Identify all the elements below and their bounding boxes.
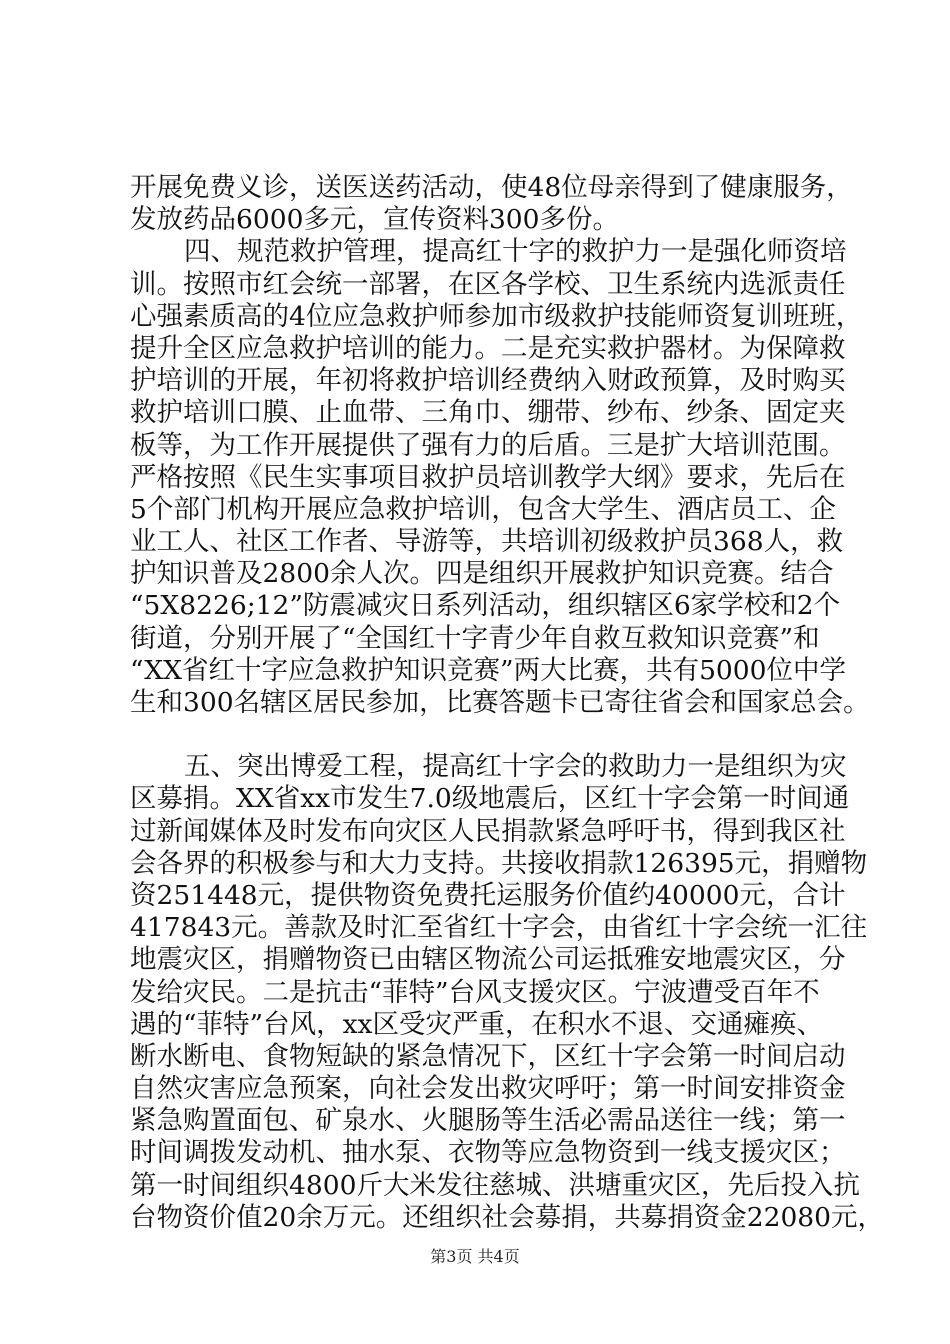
text-line: 发给灾民。二是抗击“菲特”台风支援灾区。宁波遭受百年不: [130, 976, 820, 1008]
text-line: 遇的“菲特”台风，xx区受灾严重，在积水不退、交通瘫痪、: [130, 1008, 823, 1040]
text-line: 过新闻媒体及时发布向灾区人民捐款紧急呼吁书，得到我区社: [130, 815, 846, 847]
text-line: 417843元。善款及时汇至省红十字会，由省红十字会统一汇往: [130, 912, 868, 944]
page-footer: [0, 1244, 950, 1267]
text-line: 救护培训口膜、止血带、三角巾、绷带、纱布、纱条、固定夹: [130, 397, 846, 429]
text-line: 台物资价值20余万元。还组织社会募捐，共募捐资金22080元，: [130, 1201, 885, 1233]
text-line: 生和300名辖区居民参加，比赛答题卡已寄往省会和国家总会。: [130, 687, 870, 718]
text-line: “XX省红十字应急救护知识竞赛”两大比赛，共有5000位中学: [130, 654, 847, 686]
body-text: [130, 172, 885, 1234]
text-line: 护知识普及2800余人次。四是组织开展救护知识竞赛。结合: [130, 558, 834, 590]
text-line: 提升全区应急救护培训的能力。二是充实救护器材。为保障救: [130, 332, 846, 364]
text-line: 护培训的开展，年初将救护培训经费纳入财政预算，及时购买: [130, 365, 846, 397]
text-line: 资251448元，提供物资免费托运服务价值约40000元，合计: [130, 879, 846, 911]
text-line: 发放药品6000多元，宣传资料300多份。: [130, 204, 620, 236]
text-line: 开展免费义诊，送医送药活动，使48位母亲得到了健康服务，: [130, 172, 853, 203]
text-line: 板等，为工作开展提供了强有力的后盾。三是扩大培训范围。: [130, 429, 846, 461]
text-line: 训。按照市红会统一部署，在区各学校、卫生系统内选派责任: [130, 268, 846, 300]
text-line: 紧急购置面包、矿泉水、火腿肠等生活必需品送往一线；第一: [130, 1105, 846, 1137]
paragraph-gap: [130, 719, 850, 751]
text-line: 会各界的积极参与和大力支持。共接收捐款126395元，捐赠物: [130, 847, 868, 879]
paragraph-start-line: 五、突出博爱工程，提高红十字会的救助力一是组织为灾: [184, 751, 847, 783]
text-line: 业工人、社区工作者、导游等，共培训初级救护员368人，救: [130, 526, 844, 558]
text-line: 区募捐。XX省xx市发生7.0级地震后，区红十字会第一时间通: [130, 783, 850, 815]
text-line: 第一时间组织4800斤大米发往慈城、洪塘重灾区，先后投入抗: [130, 1169, 860, 1201]
text-line: 街道，分别开展了“全国红十字青少年自救互救知识竞赛”和: [130, 622, 820, 654]
text-line: 断水断电、食物短缺的紧急情况下，区红十字会第一时间启动: [130, 1040, 846, 1072]
text-line: 时间调拨发动机、抽水泵、衣物等应急物资到一线支援灾区；: [130, 1137, 846, 1169]
text-line: 自然灾害应急预案，向社会发出救灾呼吁；第一时间安排资金: [130, 1073, 846, 1105]
page-number: 第3页 共4页: [430, 1247, 520, 1266]
paragraph-start-line: 四、规范救护管理，提高红十字的救护力一是强化师资培: [184, 236, 847, 268]
text-line: 严格按照《民生实事项目救护员培训教学大纲》要求，先后在: [130, 461, 846, 493]
text-line: 地震灾区，捐赠物资已由辖区物流公司运抵雅安地震灾区，分: [130, 944, 846, 976]
text-line: 心强素质高的4位应急救护师参加市级救护技能师资复训班班，: [130, 300, 863, 332]
text-line: 5个部门机构开展应急救护培训，包含大学生、酒店员工、企: [130, 493, 836, 525]
text-line: “5X8226;12”防震减灾日系列活动，组织辖区6家学校和2个: [130, 590, 841, 622]
